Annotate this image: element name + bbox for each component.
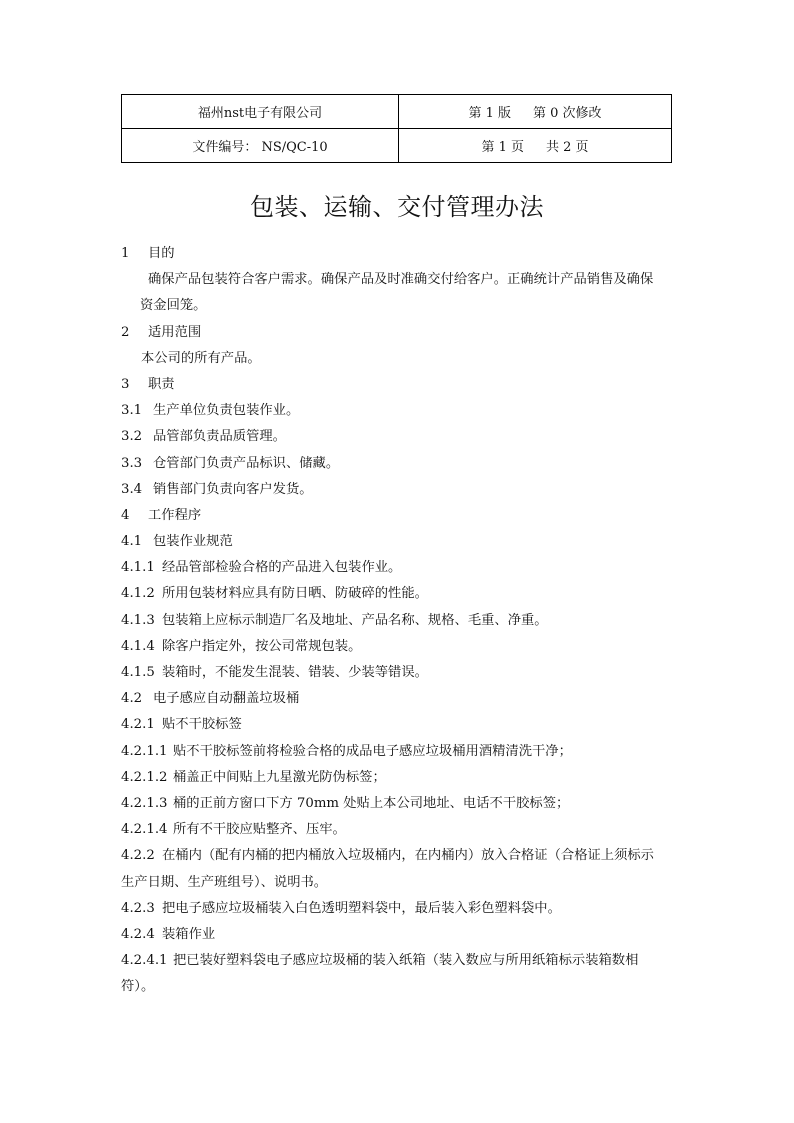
list-item: 4.1.2 所用包装材料应具有防日晒、防破碎的性能。: [121, 586, 428, 602]
section-heading: 3 职责: [121, 376, 175, 392]
doc-number-cell: [122, 129, 399, 163]
list-item: 4.2.1.4 所有不干胶应贴整齐、压牢。: [121, 822, 346, 838]
paragraph-line: 资金回笼。: [140, 298, 207, 314]
company-name-cell: [122, 95, 399, 129]
list-item: 4.1.3 包装箱上应标示制造厂名及地址、产品名称、规格、毛重、净重。: [121, 612, 548, 628]
list-item: 3.2 品管部负责品质管理。: [121, 429, 286, 445]
version-cell: [399, 95, 672, 129]
document-title: 包装、运输、交付管理办法: [250, 193, 544, 221]
page-cell: [399, 129, 672, 163]
section-heading: 4 工作程序: [121, 507, 202, 523]
list-item: 4.1.1 经品管部检验合格的产品进入包装作业。: [121, 560, 402, 576]
doc-number: 文件编号： NS/QC-10: [192, 140, 328, 155]
list-item: 4.2.3 把电子感应垃圾桶装入白色透明塑料袋中，最后装入彩色塑料袋中。: [121, 900, 561, 916]
list-item: 3.3 仓管部门负责产品标识、储藏。: [121, 455, 340, 471]
section-heading: 1 目的: [121, 246, 175, 261]
list-item: 4.1.5 装箱时，不能发生混装、错装、少装等错误。: [121, 665, 428, 680]
company-name: 福州nst电子有限公司: [197, 106, 323, 121]
list-item: 4.2.1 贴不干胶标签: [121, 717, 242, 733]
list-item: 4.1 包装作业规范: [121, 534, 233, 550]
paragraph-line: 生产日期、生产班组号）、说明书。: [121, 874, 328, 890]
list-item: 4.2.4.1 把已装好塑料袋电子感应垃圾桶的装入纸箱（装入数应与所用纸箱标示装箱数相: [121, 953, 639, 969]
list-item: 4.2.2 在桶内（配有内桶的把内桶放入垃圾桶内，在内桶内）放入合格证（合格证上须标示: [121, 848, 654, 864]
list-item: 4.2.1.1 贴不干胶标签前将检验合格的成品电子感应垃圾桶用酒精清洗干净；: [121, 743, 572, 759]
paragraph-line: 本公司的所有产品。: [141, 350, 261, 366]
document-body: [121, 241, 677, 1000]
page-total: 共 2 页: [546, 140, 589, 155]
revision-label: 第 0 次修改: [533, 106, 602, 121]
list-item: 4.2.4 装箱作业: [121, 926, 216, 942]
list-item: 4.2 电子感应自动翻盖垃圾桶: [121, 691, 300, 707]
page-number: 第 1 页: [481, 140, 524, 155]
paragraph-line: 确保产品包装符合客户需求。确保产品及时准确交付给客户。正确统计产品销售及确保: [148, 272, 654, 288]
paragraph-line: 符）。: [121, 979, 155, 995]
list-item: 4.2.1.3 桶的正前方窗口下方 70mm 处贴上本公司地址、电话不干胶标签；: [121, 795, 570, 811]
list-item: 4.2.1.2 桶盖正中间贴上九星激光防伪标签；: [121, 769, 386, 785]
list-item: 4.1.4 除客户指定外，按公司常规包装。: [121, 638, 362, 654]
header-table: [121, 94, 672, 163]
list-item: 3.4 销售部门负责向客户发货。: [121, 481, 313, 497]
list-item: 3.1 生产单位负责包装作业。: [121, 403, 300, 419]
section-heading: 2 适用范围: [121, 324, 202, 340]
version-label: 第 1 版: [468, 106, 511, 121]
